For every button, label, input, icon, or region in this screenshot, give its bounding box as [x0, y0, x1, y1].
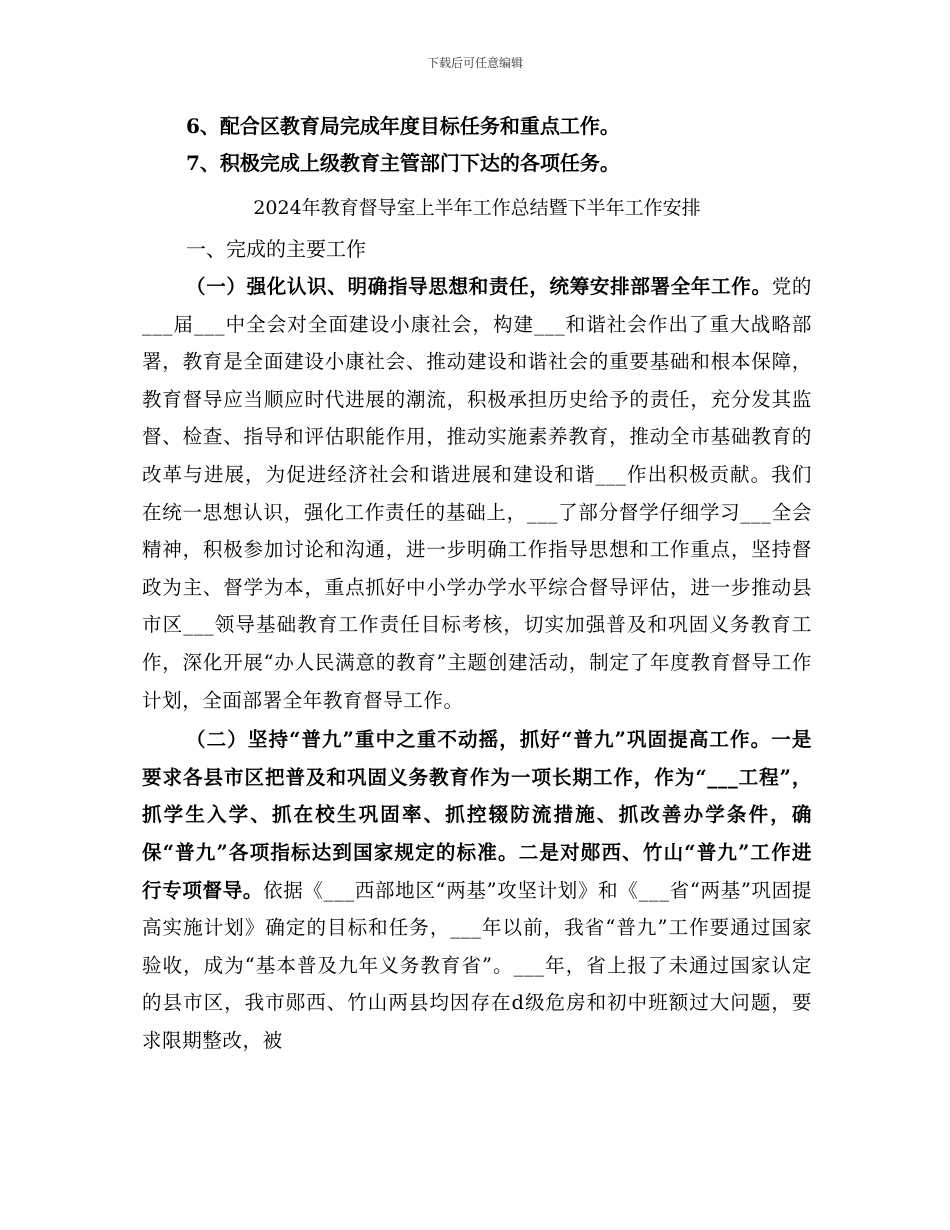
paragraph-1-heading: （一）强化认识、明确指导思想和责任，统筹安排部署全年工作。	[186, 275, 772, 298]
paragraph-1-text: 党的___届___中全会对全面建设小康社会，构建___和谐社会作出了重大战略部署，教育是全面建设小康社会、推动建设和谐社会的重要基础和根本保障，教育督导应当顺应时代进展的潮流，积极承担历史给予的责任，充分发其监督、检查、指导和评估职能作用，推动实施素养教育，推动全市基础教育的改革与进展，为促进经济社会和谐进展和建设和谐___作出积极贡献。我们在统一思想认识，强化工作责任的基础上，___了部分督学仔细学习___全会精神，积极参加讨论和沟通，进一步明确工作指导思想和工作重点，坚持督政为主、督学为本，重点抓好中小学办学水平综合督导评估，进一步推动县市区___领导基础教育工作责任目标考核，切实加强普及和巩固义务教育工作，深化开展“办人民满意的教育”主题创建活动，制定了年度教育督导工作计划，全面部署全年教育督导工作。	[142, 275, 812, 712]
section-heading: 一、完成的主要工作	[186, 237, 366, 261]
paragraph-2-text: 依据《___西部地区“两基”攻坚计划》和《___省“两基”巩固提高实施计划》确定的目标和任务，___年以前，我省“普九”工作要通过国家验收，成为“基本普及九年义务教育省”。___年，省上报了未通过国家认定的县市区，我市郧西、竹山两县均因存在d级危房和初中班额过大问题，要求限期整改，被	[142, 878, 813, 1052]
paragraph-2-heading: （二）坚持“普九”重中之重不动摇，抓好“普九”巩固提高工作。一是要求各县市区把普及和巩固义务教育作为一项长期工作，作为“___工程”，抓学生入学、抓在校生巩固率、抓控辍防流措施、抓改善办学条件，确保“普九”各项指标达到国家规定的标准。二是对郧西、竹山“普九”工作进行专项督导。	[142, 728, 812, 902]
document-body	[142, 108, 812, 1059]
paragraph-1	[142, 268, 812, 719]
paragraph-2	[142, 721, 812, 1059]
document-title: 2024年教育督导室上半年工作总结暨下半年工作安排	[253, 197, 701, 219]
list-item: 6、配合区教育局完成年度目标任务和重点工作。	[186, 114, 620, 138]
list-item: 7、积极完成上级教育主管部门下达的各项任务。	[186, 151, 620, 175]
header-note: 下载后可任意编辑	[426, 56, 523, 70]
